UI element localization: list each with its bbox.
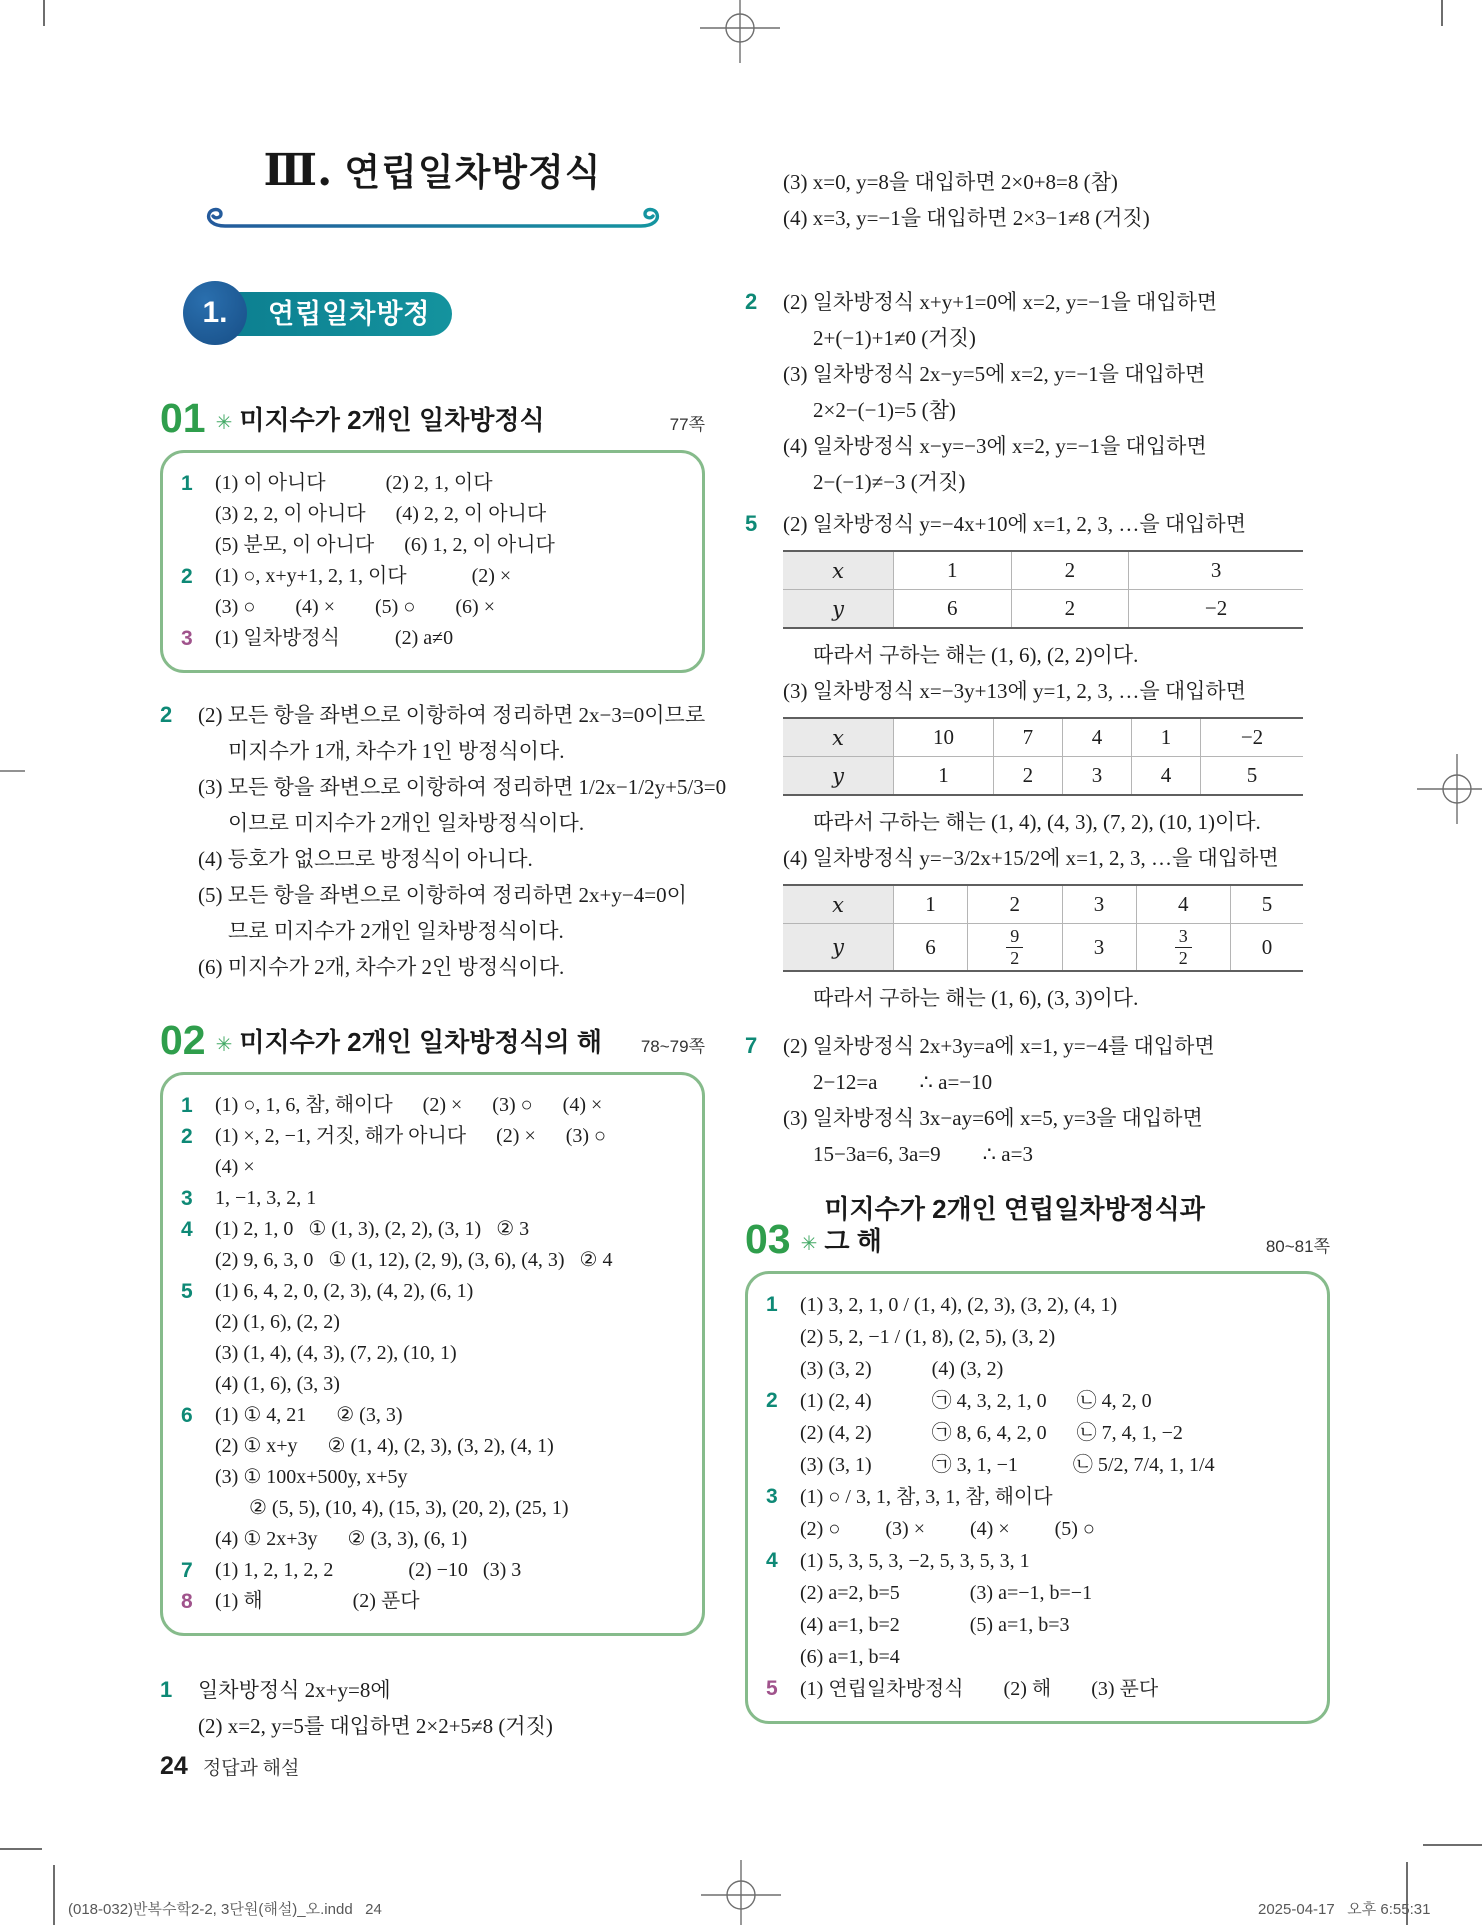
answer-line	[766, 1673, 1311, 1705]
problem-number: 4	[181, 1218, 193, 1241]
answer-line	[181, 1431, 686, 1462]
section-page-ref: 77쪽	[669, 415, 705, 434]
table-header-cell: y	[783, 757, 894, 796]
problem-number: 5	[181, 1280, 193, 1303]
explanation-q5	[745, 506, 1330, 1016]
explanation-line	[160, 877, 705, 913]
answer-line	[181, 1400, 686, 1431]
answer-line	[181, 1214, 686, 1245]
answer-text: (3) (3, 1) ㉠ 3, 1, −1 ㉡ 5/2, 7/4, 1, 1/4	[800, 1453, 1215, 1476]
problem-number	[766, 1577, 800, 1609]
problem-number	[181, 1152, 215, 1183]
answer-line	[181, 1586, 686, 1617]
answer-line	[766, 1289, 1311, 1321]
asterisk-icon: ✳	[215, 412, 233, 434]
answer-line	[766, 1609, 1311, 1641]
table-cell: 4	[1132, 757, 1201, 796]
explanation-q1-continued	[745, 164, 1330, 236]
explanation-line	[745, 1028, 1330, 1064]
problem-number: 8	[181, 1590, 193, 1613]
problem-number: 3	[181, 1187, 193, 1210]
explanation-q2	[160, 697, 727, 985]
unit-number-badge: 1.	[183, 281, 247, 345]
answer-text: (3) 2, 2, 이 아니다 (4) 2, 2, 이 아니다	[215, 503, 547, 525]
explanation-text: 2×2−(−1)=5 (참)	[813, 398, 956, 422]
answer-text: (1) 1, 2, 1, 2, 2 (2) −10 (3) 3	[215, 1559, 522, 1581]
answer-line	[181, 1338, 686, 1369]
explanation-text: 이므로 미지수가 2개인 일차방정식이다.	[228, 811, 585, 835]
explanation-line	[745, 840, 1330, 876]
problem-number	[745, 1136, 783, 1172]
table-cell: 2	[1011, 551, 1129, 590]
answer-text: (1) ○ / 3, 1, 참, 3, 1, 참, 해이다	[800, 1485, 1053, 1508]
problem-number	[766, 1641, 800, 1673]
explanation-line	[745, 1136, 1330, 1172]
problem-number	[181, 1462, 215, 1493]
table-cell: 5	[1201, 757, 1303, 796]
explanation-text: (4) 일차방정식 y=−3/2x+15/2에 x=1, 2, 3, …을 대입하면	[783, 846, 1279, 870]
explanation-line	[160, 805, 705, 841]
problem-number	[160, 913, 198, 949]
problem-number	[181, 1369, 215, 1400]
explanation-line	[745, 637, 1330, 673]
answer-line	[766, 1353, 1311, 1385]
answer-line	[181, 1183, 686, 1214]
answer-line	[766, 1641, 1311, 1673]
problem-number: 3	[181, 627, 193, 650]
answer-line	[766, 1545, 1311, 1577]
answer-text: (4) (1, 6), (3, 3)	[215, 1373, 340, 1395]
answer-text: (2) a=2, b=5 (3) a=−1, b=−1	[800, 1581, 1093, 1604]
asterisk-icon: ✳	[800, 1232, 818, 1255]
table-cell: $\frac{3}{2}$	[1136, 924, 1231, 972]
registration-mark-right	[1417, 754, 1482, 824]
section-number: 02	[160, 1017, 206, 1063]
table-cell: 4	[1062, 718, 1131, 757]
problem-number	[745, 392, 783, 428]
chapter-title: 연립일차방정식	[344, 152, 602, 193]
problem-number	[181, 1524, 215, 1555]
problem-number	[766, 1321, 800, 1353]
asterisk-icon: ✳	[215, 1034, 233, 1056]
chapter-underline-flourish	[203, 206, 663, 236]
trim-mark	[43, 0, 45, 26]
problem-number	[745, 164, 783, 200]
trim-mark	[1441, 0, 1443, 26]
unit-title: 연립일차방정식	[268, 299, 431, 368]
table-cell: 0	[1231, 924, 1303, 972]
explanation-text: (3) 일차방정식 3x−ay=6에 x=5, y=3을 대입하면	[783, 1106, 1203, 1131]
answer-line	[181, 1462, 686, 1493]
problem-number	[745, 840, 783, 876]
problem-number: 1	[181, 472, 193, 495]
answer-line	[181, 1152, 686, 1183]
print-filename-note: (018-032)반복수학2-2, 3단원(해설)_오.indd 24	[68, 1901, 382, 1918]
answer-line	[181, 623, 686, 654]
explanation-text: (2) 일차방정식 2x+3y=a에 x=1, y=−4를 대입하면	[783, 1034, 1215, 1059]
explanation-text: 15−3a=6, 3a=9 ∴ a=3	[813, 1142, 1033, 1167]
problem-number: 5	[745, 511, 758, 536]
problem-number	[181, 1245, 215, 1276]
answer-line	[766, 1577, 1311, 1609]
section-page-ref: 78~79쪽	[640, 1037, 705, 1056]
problem-number: 7	[745, 1033, 758, 1059]
explanation-q1	[160, 1672, 705, 1744]
problem-number	[160, 805, 198, 841]
unit-pill	[190, 292, 452, 368]
explanation-line	[160, 1708, 705, 1744]
section-number: 03	[745, 1215, 791, 1262]
table-cell: 2	[968, 885, 1063, 924]
problem-number: 2	[160, 702, 173, 727]
problem-number: 3	[766, 1484, 778, 1508]
answer-text: (2) (1, 6), (2, 2)	[215, 1311, 340, 1333]
chapter-roman-numeral: Ⅲ.	[263, 145, 333, 196]
explanation-line	[745, 673, 1330, 709]
answer-box-03	[745, 1271, 1330, 1724]
explanation-text: (4) x=3, y=−1을 대입하면 2×3−1≠8 (거짓)	[783, 206, 1150, 230]
right-column	[745, 130, 1330, 1724]
explanation-line	[745, 464, 1330, 500]
table-header-cell: x	[783, 885, 894, 924]
table-header-cell: x	[783, 718, 894, 757]
table-cell: 6	[894, 590, 1012, 629]
explanation-line	[745, 284, 1330, 320]
trim-mark	[0, 1848, 42, 1850]
print-timestamp-note: 2025-04-17 오후 6:55:31	[1258, 1901, 1431, 1918]
section-number: 01	[160, 395, 206, 441]
explanation-text: 므로 미지수가 2개인 일차방정식이다.	[228, 919, 564, 943]
explanation-text: (2) x=2, y=5를 대입하면 2×2+5≠8 (거짓)	[198, 1714, 553, 1738]
explanation-line	[745, 804, 1330, 840]
explanation-text: 따라서 구하는 해는 (1, 6), (3, 3)이다.	[813, 986, 1139, 1011]
explanation-text: (3) 모든 항을 좌변으로 이항하여 정리하면 1/2x−1/2y+5/3=0	[198, 775, 727, 799]
problem-number: 2	[766, 1388, 778, 1412]
problem-number	[160, 841, 198, 877]
answer-text: (3) ① 100x+500y, x+5y	[215, 1466, 408, 1488]
problem-number: 4	[766, 1548, 778, 1572]
explanation-line	[160, 733, 705, 769]
explanation-line	[745, 392, 1330, 428]
solution-table-1	[783, 550, 1303, 629]
explanation-text: (3) 일차방정식 x=−3y+13에 y=1, 2, 3, …을 대입하면	[783, 679, 1247, 703]
explanation-line	[745, 428, 1330, 464]
answer-text: (2) 5, 2, −1 / (1, 8), (2, 5), (3, 2)	[800, 1325, 1056, 1348]
registration-mark-top	[700, 0, 780, 63]
answer-text: 1, −1, 3, 2, 1	[215, 1187, 317, 1209]
problem-number: 6	[181, 1404, 193, 1427]
explanation-text: (6) 미지수가 2개, 차수가 2인 방정식이다.	[198, 955, 565, 979]
explanation-text: 따라서 구하는 해는 (1, 4), (4, 3), (7, 2), (10, 1)이다.	[813, 810, 1261, 834]
table-cell: 1	[894, 551, 1012, 590]
table-cell: 3	[1129, 551, 1303, 590]
trim-mark	[1423, 1844, 1482, 1846]
table-cell: 3	[1062, 885, 1136, 924]
table-header-cell: y	[783, 924, 894, 972]
explanation-line	[745, 980, 1330, 1016]
page-footer	[160, 1752, 299, 1781]
answer-text: (2) 9, 6, 3, 0 ① (1, 12), (2, 9), (3, 6), (4, 3) ② 4	[215, 1249, 613, 1271]
table-cell: 2	[993, 757, 1062, 796]
answer-line	[181, 1555, 686, 1586]
section-01-header	[160, 395, 705, 441]
problem-number	[181, 1431, 215, 1462]
answer-text: (3) ○ (4) × (5) ○ (6) ×	[215, 596, 495, 618]
explanation-text: (2) 일차방정식 x+y+1=0에 x=2, y=−1을 대입하면	[783, 290, 1218, 314]
problem-number	[745, 1100, 783, 1136]
answer-text: (2) ① x+y ② (1, 4), (2, 3), (3, 2), (4, 1)	[215, 1435, 554, 1457]
problem-number	[745, 673, 783, 709]
explanation-line	[745, 1100, 1330, 1136]
problem-number: 1	[181, 1094, 193, 1117]
answer-line	[766, 1321, 1311, 1353]
answer-text: (1) 일차방정식 (2) a≠0	[215, 627, 454, 649]
problem-number	[181, 499, 215, 530]
table-cell: 1	[894, 885, 968, 924]
trim-mark	[53, 1865, 55, 1925]
answer-line	[181, 592, 686, 623]
problem-number	[181, 1493, 215, 1524]
problem-number	[181, 592, 215, 623]
explanation-text: (4) 등호가 없으므로 방정식이 아니다.	[198, 847, 533, 871]
problem-number	[160, 877, 198, 913]
answer-text: (2) ○ (3) × (4) × (5) ○	[800, 1517, 1095, 1540]
problem-number	[766, 1417, 800, 1449]
table-header-cell: x	[783, 551, 894, 590]
answer-line	[766, 1481, 1311, 1513]
problem-number	[745, 804, 783, 840]
table-cell: 2	[1011, 590, 1129, 629]
problem-number	[160, 949, 198, 985]
answer-line	[766, 1513, 1311, 1545]
explanation-text: (5) 모든 항을 좌변으로 이항하여 정리하면 2x+y−4=0이	[198, 883, 687, 907]
registration-mark-left	[0, 736, 25, 806]
answer-line	[181, 1307, 686, 1338]
explanation-text: (4) 일차방정식 x−y=−3에 x=2, y=−1을 대입하면	[783, 434, 1207, 458]
registration-mark-bottom	[701, 1860, 781, 1925]
answer-text: (1) ① 4, 21 ② (3, 3)	[215, 1404, 403, 1426]
answer-line	[181, 468, 686, 499]
problem-number	[745, 980, 783, 1016]
answer-text: (5) 분모, 이 아니다 (6) 1, 2, 이 아니다	[215, 534, 555, 556]
section-page-ref: 80~81쪽	[1265, 1236, 1330, 1256]
answer-text: (4) ① 2x+3y ② (3, 3), (6, 1)	[215, 1528, 468, 1550]
explanation-line	[745, 506, 1330, 542]
explanation-line	[160, 841, 705, 877]
problem-number	[745, 637, 783, 673]
page-number: 24	[160, 1752, 188, 1780]
answer-line	[181, 1524, 686, 1555]
explanation-text: 일차방정식 2x+y=8에	[198, 1678, 391, 1702]
answer-line	[181, 561, 686, 592]
section-title: 미지수가 2개인 일차방정식	[239, 404, 545, 435]
answer-text: ② (5, 5), (10, 4), (15, 3), (20, 2), (25, 1)	[249, 1497, 569, 1519]
section-02-header	[160, 1017, 705, 1063]
left-column	[160, 130, 727, 1744]
problem-number	[745, 320, 783, 356]
answer-text: (4) a=1, b=2 (5) a=1, b=3	[800, 1613, 1070, 1636]
problem-number	[745, 1064, 783, 1100]
table-cell: $\frac{9}{2}$	[968, 924, 1063, 972]
answer-line	[766, 1417, 1311, 1449]
table-cell: 6	[894, 924, 968, 972]
problem-number: 1	[160, 1677, 173, 1702]
table-header-cell: y	[783, 590, 894, 629]
answer-text: (1) 해 (2) 푼다	[215, 1590, 420, 1612]
explanation-line	[745, 320, 1330, 356]
answer-text: (1) 5, 3, 5, 3, −2, 5, 3, 5, 3, 1	[800, 1549, 1030, 1572]
answer-box-02	[160, 1072, 705, 1636]
problem-number	[766, 1449, 800, 1481]
problem-number: 2	[181, 1125, 193, 1148]
section-03-header	[745, 1194, 1330, 1262]
explanation-text: (3) 일차방정식 2x−y=5에 x=2, y=−1을 대입하면	[783, 362, 1206, 386]
explanation-q7	[745, 1028, 1330, 1172]
solution-table-2	[783, 717, 1303, 796]
table-cell: 1	[1132, 718, 1201, 757]
chapter-header	[160, 142, 705, 236]
problem-number	[181, 530, 215, 561]
explanation-line	[745, 1064, 1330, 1100]
explanation-line	[745, 356, 1330, 392]
problem-number	[160, 769, 198, 805]
problem-number	[766, 1513, 800, 1545]
problem-number	[181, 1307, 215, 1338]
answer-line	[181, 530, 686, 561]
explanation-line	[745, 200, 1330, 236]
answer-text: (1) 이 아니다 (2) 2, 1, 이다	[215, 472, 493, 494]
page-footer-label: 정답과 해설	[202, 1758, 300, 1779]
section-title: 미지수가 2개인 연립일차방정식과 그 해	[824, 1194, 1205, 1256]
problem-number	[766, 1609, 800, 1641]
table-cell: 5	[1231, 885, 1303, 924]
table-cell: 7	[993, 718, 1062, 757]
explanation-q2-right	[745, 284, 1330, 500]
answer-text: (6) a=1, b=4	[800, 1645, 900, 1668]
answer-text: (1) 3, 2, 1, 0 / (1, 4), (2, 3), (3, 2), (4, 1)	[800, 1293, 1118, 1316]
answer-text: (4) ×	[215, 1156, 255, 1178]
table-cell: 3	[1062, 924, 1136, 972]
answer-line	[181, 1245, 686, 1276]
explanation-text: 2+(−1)+1≠0 (거짓)	[813, 326, 976, 350]
problem-number: 1	[766, 1292, 778, 1316]
problem-number	[745, 200, 783, 236]
explanation-line	[160, 769, 727, 805]
problem-number: 5	[766, 1676, 778, 1700]
explanation-text: 2−12=a ∴ a=−10	[813, 1070, 993, 1095]
answer-text: (1) ○, x+y+1, 2, 1, 이다 (2) ×	[215, 565, 512, 587]
table-cell: −2	[1201, 718, 1303, 757]
section-title: 미지수가 2개인 일차방정식의 해	[239, 1026, 603, 1057]
answer-line	[181, 1276, 686, 1307]
problem-number	[766, 1353, 800, 1385]
explanation-text: (2) 모든 항을 좌변으로 이항하여 정리하면 2x−3=0이므로	[198, 703, 706, 727]
table-cell: −2	[1129, 590, 1303, 629]
explanation-line	[160, 697, 705, 733]
answer-text: (1) (2, 4) ㉠ 4, 3, 2, 1, 0 ㉡ 4, 2, 0	[800, 1389, 1152, 1412]
explanation-line	[160, 913, 705, 949]
answer-text: (1) ○, 1, 6, 참, 해이다 (2) × (3) ○ (4) ×	[215, 1094, 603, 1116]
answer-text: (1) 6, 4, 2, 0, (2, 3), (4, 2), (6, 1)	[215, 1280, 474, 1302]
answer-line	[766, 1449, 1311, 1481]
table-cell: 10	[894, 718, 994, 757]
answer-line	[181, 1493, 686, 1524]
explanation-line	[745, 164, 1330, 200]
problem-number	[745, 464, 783, 500]
answer-line	[181, 1090, 686, 1121]
explanation-text: (3) x=0, y=8을 대입하면 2×0+8=8 (참)	[783, 170, 1118, 194]
table-cell: 3	[1062, 757, 1131, 796]
problem-number	[160, 1708, 198, 1744]
explanation-line	[160, 949, 705, 985]
table-cell: 1	[894, 757, 994, 796]
answer-text: (3) (3, 2) (4) (3, 2)	[800, 1357, 1004, 1380]
problem-number	[745, 428, 783, 464]
problem-number	[181, 1338, 215, 1369]
explanation-text: 미지수가 1개, 차수가 1인 방정식이다.	[228, 739, 565, 763]
problem-number: 2	[745, 289, 758, 314]
explanation-text: 2−(−1)≠−3 (거짓)	[813, 470, 966, 494]
problem-number: 7	[181, 1559, 193, 1582]
problem-number	[160, 733, 198, 769]
answer-line	[181, 1121, 686, 1152]
answer-text: (2) (4, 2) ㉠ 8, 6, 4, 2, 0 ㉡ 7, 4, 1, −2	[800, 1421, 1183, 1444]
solution-table-3	[783, 884, 1303, 972]
explanation-text: 따라서 구하는 해는 (1, 6), (2, 2)이다.	[813, 643, 1139, 667]
answer-line	[181, 1369, 686, 1400]
problem-number: 2	[181, 565, 193, 588]
answer-text: (1) 연립일차방정식 (2) 해 (3) 푼다	[800, 1677, 1159, 1700]
answer-text: (1) 2, 1, 0 ① (1, 3), (2, 2), (3, 1) ② 3	[215, 1218, 530, 1240]
answer-text: (1) ×, 2, −1, 거짓, 해가 아니다 (2) × (3) ○	[215, 1125, 607, 1147]
answer-box-01	[160, 450, 705, 673]
answer-line	[181, 499, 686, 530]
explanation-line	[160, 1672, 705, 1708]
explanation-text: (2) 일차방정식 y=−4x+10에 x=1, 2, 3, …을 대입하면	[783, 512, 1247, 536]
answer-line	[766, 1385, 1311, 1417]
answer-text: (3) (1, 4), (4, 3), (7, 2), (10, 1)	[215, 1342, 457, 1364]
table-cell: 4	[1136, 885, 1231, 924]
problem-number	[745, 356, 783, 392]
